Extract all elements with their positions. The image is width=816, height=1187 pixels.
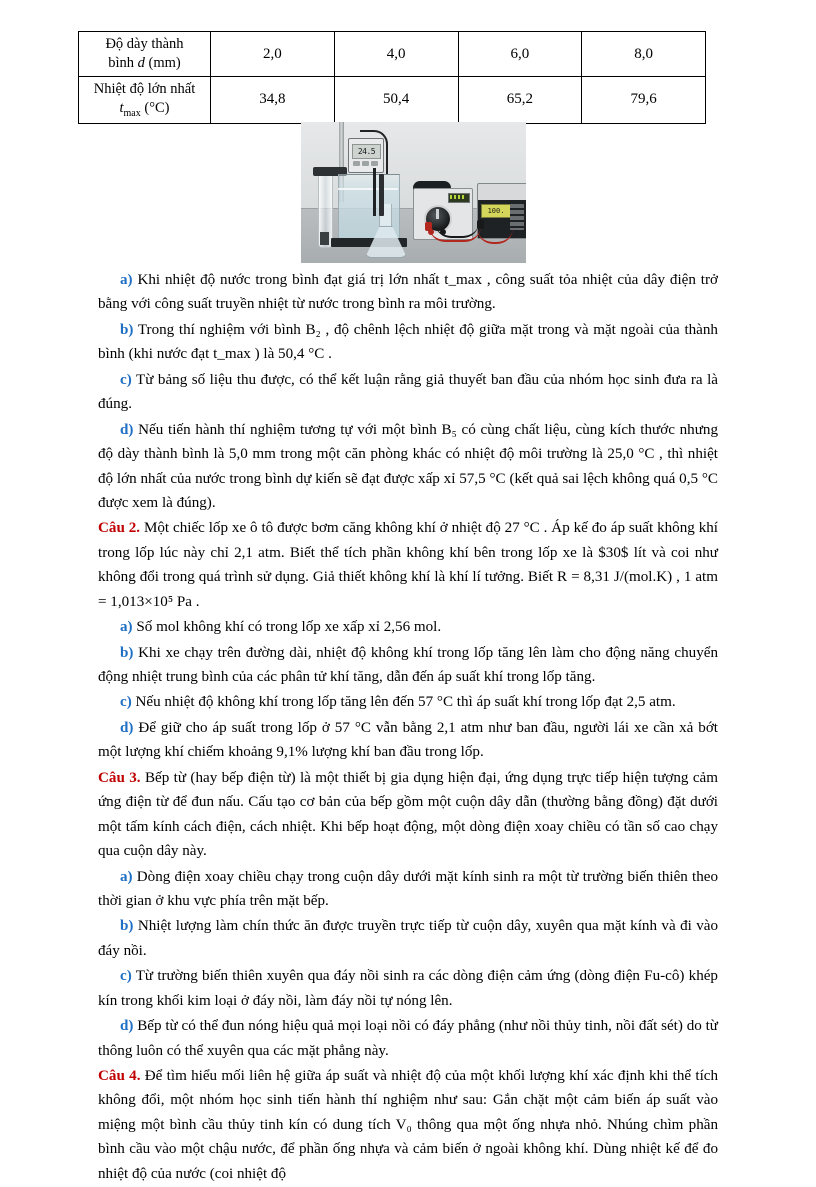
table-cell-d-4: 8,0 [582, 32, 706, 77]
cau2-option-b [98, 641, 718, 690]
unit-mm: (mm) [148, 55, 181, 71]
option-text-b: Trong thí nghiệm với bình B₂ , độ chênh lệch nhiệt độ giữa mặt trong và mặt ngoài của thành bình (khi nước đạt t_max ) là 50,4 °C . [98, 321, 718, 363]
option-text-a: Số mol không khí có trong lốp xe xấp xỉ 2,56 mol. [136, 619, 442, 636]
question-label-cau2: Câu 2. [98, 520, 141, 537]
option-text-c: Từ trường biến thiên xuyên qua đáy nồi sinh ra các dòng điện cảm ứng (dòng điện Fu-cô) khép kín trong khối kim loại ở đáy nồi, làm đáy nồi tự nóng lên. [98, 968, 718, 1009]
option-letter-a: a) [120, 272, 133, 288]
table-cell-t-2: 50,4 [334, 77, 458, 124]
question-label-cau3: Câu 3. [98, 769, 141, 786]
table-cell-d-2: 4,0 [334, 32, 458, 77]
cau2-option-c [98, 690, 718, 714]
table-cell-t-4: 79,6 [582, 77, 706, 124]
cau1-option-d [98, 418, 718, 516]
photo-psu-keypad [510, 204, 524, 230]
photo-thermometer-button-2 [362, 161, 369, 166]
option-letter-a: a) [120, 868, 133, 885]
cau2-option-d [98, 716, 718, 765]
cau3-option-c [98, 964, 718, 1013]
option-text-c: Nếu nhiệt độ không khí trong lốp tăng lên đến 57 °C thì áp suất khí trong lốp đạt 2,5 atm. [135, 694, 676, 711]
photo-plug-black [477, 220, 484, 229]
option-text-d: Bếp từ có thể đun nóng hiệu quả mọi loại nồi có đáy phẳng (như nồi thủy tinh, nồi đất sét) do từ thông luôn có thể xuyên qua các mặt phẳng này. [98, 1018, 718, 1059]
document-body [98, 268, 718, 1187]
question-stem-cau2: Một chiếc lốp xe ô tô được bơm căng không khí ở nhiệt độ 27 °C . Áp kế đo áp suất không khí trong lốp lúc này chỉ 2,1 atm. Biết thể tích phần không khí bên trong lốp xe là $30$ lít và coi như không đổi trong quá trình sử dụng. Giả thiết không khí là khí lí tưởng. Biết R = 8,31 J/(mol.K) , 1 atm = 1,013×10⁵ Pa . [98, 520, 718, 610]
cau2-stem [98, 516, 718, 614]
option-text-a: Khi nhiệt độ nước trong bình đạt giá trị lớn nhất t_max , công suất tỏa nhiệt của dây điện trở bằng với công suất truyền nhiệt từ nước trong bình ra môi trường. [98, 272, 718, 313]
photo-psu-display: 100. [481, 204, 511, 218]
experiment-apparatus-photo [301, 122, 526, 263]
cau3-stem [98, 766, 718, 864]
photo-temperature-probe [373, 168, 376, 216]
option-text-b: Khi xe chạy trên đường dài, nhiệt độ không khí trong lốp tăng lên làm cho động năng chuyển động nhiệt trung bình của các phân tử khí tăng, dẫn đến áp suất khí trong lốp tăng. [98, 644, 718, 685]
option-letter-c: c) [120, 968, 132, 985]
photo-controller-display [448, 193, 470, 203]
symbol-d: d [137, 55, 145, 71]
cau1-option-a [98, 268, 718, 317]
option-letter-b: b) [120, 644, 134, 661]
cau1-option-c [98, 368, 718, 417]
table-row [79, 32, 706, 77]
question-stem-cau3: Bếp từ (hay bếp điện từ) là một thiết bị gia dụng hiện đại, ứng dụng trực tiếp hiện tượng cảm ứng điện từ để đun nấu. Cấu tạo cơ bản của bếp gồm một cuộn dây dẫn (thường bằng đồng) đặt dưới một tấm kính cách điện, cách nhiệt. Khi bếp hoạt động, một dòng điện xoay chiều có tần số cao chạy qua cuộn dây này. [98, 769, 718, 860]
option-letter-d: d) [120, 421, 134, 438]
symbol-t-subscript: max [123, 107, 141, 119]
option-letter-b: b) [120, 321, 134, 338]
option-letter-d: d) [120, 719, 134, 736]
table-cell-d-3: 6,0 [458, 32, 582, 77]
cau3-option-b [98, 914, 718, 963]
option-text-d: Để giữ cho áp suất trong lốp ở 57 °C vẫn bằng 2,1 atm như ban đầu, người lái xe cần xả bớt một lượng khí chiếm khoảng 9,1% lượng khí ban đầu trong lốp. [98, 719, 718, 761]
option-text-a: Dòng điện xoay chiều chạy trong cuộn dây dưới mặt kính sinh ra một từ trường biến thiên theo thời gian ở khu vực phía trên mặt bếp. [98, 868, 719, 909]
photo-digital-thermometer [348, 138, 384, 173]
photo-thermometer-button-1 [353, 161, 360, 166]
photo-graduated-cylinder [318, 174, 333, 248]
option-text-c: Từ bảng số liệu thu được, có thể kết luận rằng giả thuyết ban đầu của nhóm học sinh đưa ra là đúng. [98, 371, 718, 413]
photo-plug-red [425, 222, 432, 231]
experiment-data-table [78, 31, 706, 124]
cau2-option-a [98, 615, 718, 639]
cau3-option-a [98, 865, 718, 914]
photo-flask-body [365, 226, 407, 258]
table-cell-t-1: 34,8 [211, 77, 335, 124]
photo-flask [363, 204, 409, 256]
table-row-header-tmax [79, 77, 211, 124]
option-text-b: Nhiệt lượng làm chín thức ăn được truyền trực tiếp từ cuộn dây, xuyên qua mặt kính và đi vào đáy nồi. [98, 918, 719, 959]
table-row [79, 77, 706, 124]
question-label-cau4: Câu 4. [98, 1068, 141, 1084]
option-letter-a: a) [120, 619, 133, 636]
option-letter-b: b) [120, 918, 134, 935]
symbol-t: t [119, 99, 124, 116]
cau4-stem [98, 1064, 718, 1186]
cau1-option-b [98, 318, 718, 367]
table-row-header-thickness [79, 32, 211, 77]
photo-thermometer-button-3 [371, 161, 378, 166]
unit-celsius: (°C) [144, 99, 170, 116]
question-stem-cau4: Để tìm hiểu mối liên hệ giữa áp suất và nhiệt độ của một khối lượng khí xác định khi thể tích không đổi, một nhóm học sinh tiến hành thí nghiệm như sau: Gắn chặt một cảm biến áp suất vào miệng một bình cầu thủy tinh kín có dung tích V₀ thông qua một ống nhựa nhỏ. Nhúng chìm phần bình cầu vào một chậu nước, để phần ống nhựa và cảm biến ở ngoài không khí. Dùng nhiệt kế để đo nhiệt độ của nước (coi nhiệt độ [98, 1068, 719, 1182]
row-header-line1: Độ dày thành [105, 36, 184, 53]
row-header-line1: Nhiệt độ lớn nhất [93, 81, 196, 97]
data-table-wrapper [78, 31, 706, 124]
option-letter-c: c) [120, 694, 132, 711]
table-cell-d-1: 2,0 [211, 32, 335, 77]
photo-thermometer-display: 24.5 [352, 144, 381, 159]
option-letter-d: d) [120, 1018, 134, 1035]
row-header-line2: bình [108, 55, 135, 71]
table-cell-t-3: 65,2 [458, 77, 582, 124]
option-letter-c: c) [120, 371, 132, 388]
photo-heater-electrode [379, 174, 384, 216]
photo-water-surface [338, 188, 398, 190]
option-text-d: Nếu tiến hành thí nghiệm tương tự với một bình B₅ có cùng chất liệu, cùng kích thước nhưng độ dày thành bình là 5,0 mm trong một căn phòng khác có nhiệt độ môi trường là 25,0 °C , thì nhiệt độ lớn nhất của nước trong bình dự kiến sẽ đạt được xấp xỉ 57,5 °C (kết quả sai lệch không quá 0,5 °C được xem là đúng). [98, 421, 718, 511]
